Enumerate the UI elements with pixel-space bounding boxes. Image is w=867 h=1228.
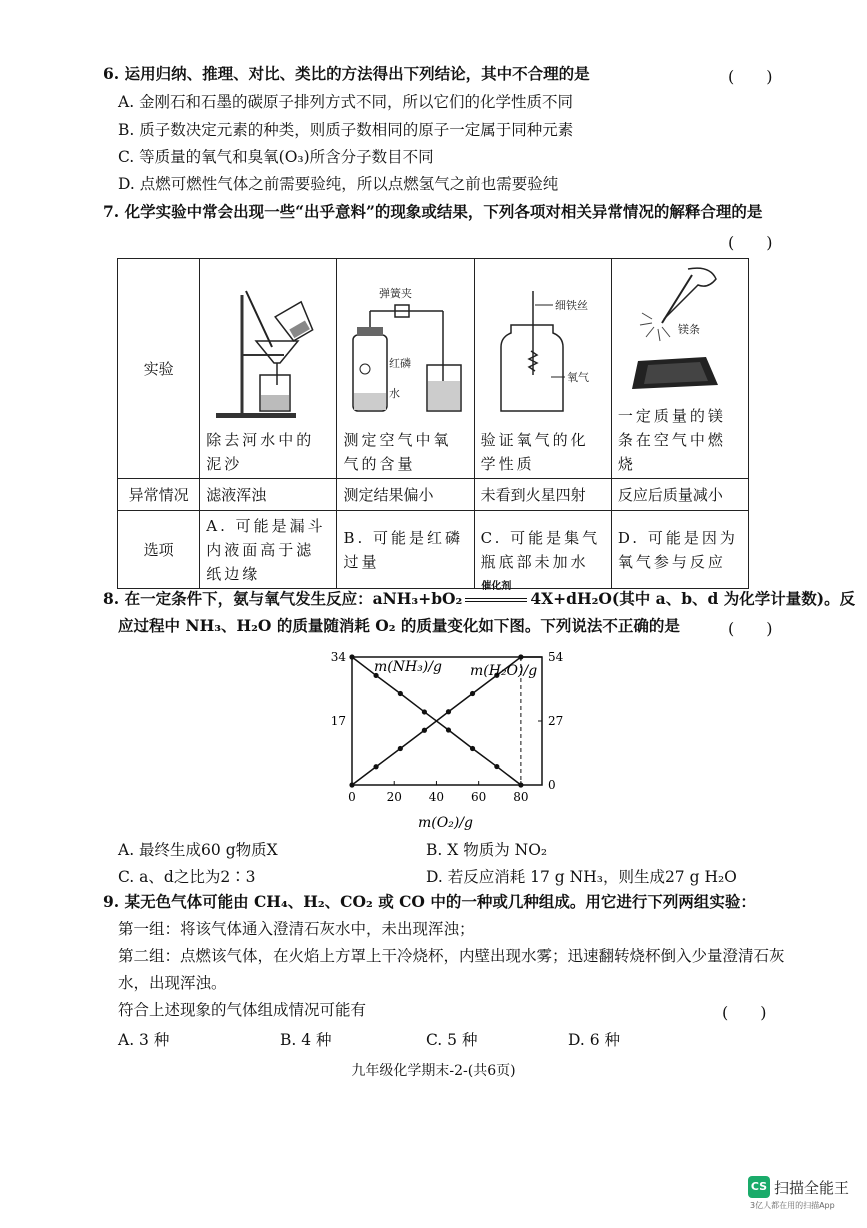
q9-option-d: D. 6 种: [568, 1031, 621, 1049]
data-point: [422, 709, 427, 714]
q8-option-c: C. a、d之比为2∶3: [118, 868, 256, 886]
q8-stem-start: 8. 在一定条件下，氨与氧气发生反应：aNH₃+bO₂: [103, 589, 463, 608]
experiment-cell-magnesium: [611, 259, 748, 479]
mg-label: 镁条: [677, 323, 700, 336]
filtration-apparatus-icon: [206, 285, 324, 421]
q9-group1: 第一组：将该气体通入澄清石灰水中，未出现浑浊；: [118, 920, 475, 938]
q8-option-a: A. 最终生成60 g物质X: [118, 841, 278, 859]
experiment-table: [117, 258, 749, 589]
anomaly-2: 测定结果偏小: [337, 479, 474, 511]
q6-option-d: D. 点燃可燃性气体之前需要验纯，所以点燃氢气之前也需要验纯: [118, 175, 559, 193]
x-tick-label: 0: [348, 790, 356, 804]
q9-group2-line1: 第二组：点燃该气体，在火焰上方罩上干冷烧杯，内壁出现水雾；迅速翻转烧杯倒入少量澄清石灰: [118, 947, 785, 965]
q9-stem: 9. 某无色气体可能由 CH₄、H₂、CO₂ 或 CO 中的一种或几种组成。用它进行下列两组实验：: [103, 892, 756, 911]
wire-label: 细铁丝: [554, 299, 588, 312]
experiment-cell-filtration: [200, 259, 337, 479]
page-footer: 九年级化学期末-2-(共6页): [351, 1063, 516, 1079]
row-label-option: 选项: [118, 511, 200, 589]
y-left-tick-label: 34: [330, 650, 346, 664]
y-left-tick-label: 17: [330, 714, 346, 728]
data-point: [470, 691, 475, 696]
x-axis-label: m(O₂)/g: [418, 815, 473, 831]
option-row: [118, 511, 749, 589]
experiment-3-text: 验证氧气的化学性质: [480, 431, 589, 473]
scanner-watermark: [748, 1176, 849, 1211]
q6-option-a: A. 金刚石和石墨的碳原子排列方式不同，所以它们的化学性质不同: [118, 93, 574, 111]
data-point: [349, 654, 354, 659]
y-right-tick-label: 0: [548, 778, 556, 792]
data-point: [422, 728, 427, 733]
scanner-logo-icon: CS: [748, 1176, 770, 1198]
anomaly-4: 反应后质量减小: [611, 479, 748, 511]
q6-option-b: B. 质子数决定元素的种类，则质子数相同的原子一定属于同种元素: [118, 121, 574, 139]
q6-answer-paren: ( ): [728, 67, 773, 86]
anomaly-3: 未看到火星四射: [474, 479, 611, 511]
scanner-tagline: 3亿人都在用的扫描App: [750, 1201, 835, 1210]
q8-answer-paren: ( ): [728, 619, 773, 638]
q9-option-b: B. 4 种: [280, 1031, 332, 1049]
q6-stem: 6. 运用归纳、推理、对比、类比的方法得出下列结论，其中不合理的是: [103, 64, 590, 83]
q8-stem-end: 4X+dH₂O(其中 a、b、d 为化学计量数)。反: [530, 589, 856, 608]
x-tick-label: 20: [386, 790, 402, 804]
anomaly-1: 滤液浑浊: [200, 479, 337, 511]
y-right-tick-label: 54: [548, 650, 564, 664]
q8-option-b: B. X 物质为 NO₂: [426, 841, 548, 859]
q8-option-d: D. 若反应消耗 17 g NH₃，则生成27 g H₂O: [426, 868, 737, 886]
data-point: [373, 764, 378, 769]
x-tick-label: 60: [471, 790, 487, 804]
experiment-cell-oxygen-content: [337, 259, 474, 479]
q9-question: 符合上述现象的气体组成情况可能有: [118, 1001, 367, 1019]
q8-stem-line2: 应过程中 NH₃、H₂O 的质量随消耗 O₂ 的质量变化如下图。下列说法不正确的是: [118, 616, 680, 635]
q7-answer-paren: ( ): [728, 233, 773, 252]
experiment-4-text: 一定质量的镁条在空气中燃烧: [617, 407, 726, 473]
x-tick-label: 40: [428, 790, 445, 804]
data-point: [349, 782, 354, 787]
y-axis-right-label: m(H₂O)/g: [470, 663, 538, 679]
oxygen-content-apparatus-icon: [343, 285, 465, 421]
data-point: [494, 764, 499, 769]
q6-option-c: C. 等质量的氧气和臭氧(O₃)所含分子数目不同: [118, 148, 434, 166]
q7-option-d: D. 可能是因为氧气参与反应: [611, 511, 748, 589]
experiment-1-text: 除去河水中的泥沙: [206, 431, 315, 473]
water-label: 水: [389, 387, 401, 400]
magnesium-burning-icon: [618, 261, 740, 397]
anomaly-row: [118, 479, 749, 511]
clamp-label: 弹簧夹: [379, 287, 413, 300]
q7-option-a: A. 可能是漏斗内液面高于滤纸边缘: [200, 511, 337, 589]
oxygen-label: 氧气: [566, 371, 589, 384]
data-point: [446, 727, 451, 732]
iron-wire-apparatus-icon: [481, 285, 603, 421]
q8-stem-line1: [103, 581, 856, 609]
y-right-tick-label: 27: [548, 714, 564, 728]
q9-answer-paren: ( ): [722, 1003, 767, 1022]
row-label-experiment: 实验: [118, 259, 200, 479]
reaction-arrow: [462, 581, 530, 609]
catalyst-label: 催化剂: [481, 581, 512, 592]
mass-change-chart: [318, 645, 578, 835]
data-point: [470, 746, 475, 751]
row-label-anomaly: 异常情况: [118, 479, 200, 511]
q9-option-c: C. 5 种: [426, 1031, 478, 1049]
q7-option-b: B. 可能是红磷过量: [337, 511, 474, 589]
q9-group2-line2: 水，出现浑浊。: [118, 974, 227, 992]
x-tick-label: 80: [513, 790, 529, 804]
q7-stem: 7. 化学实验中常会出现一些“出乎意料”的现象或结果，下列各项对相关异常情况的解释合理的是: [103, 202, 763, 221]
scanner-name: 扫描全能王: [774, 1178, 850, 1197]
experiment-2-text: 测定空气中氧气的含量: [343, 431, 452, 473]
y-axis-left-label: m(NH₃)/g: [374, 659, 442, 675]
q9-option-a: A. 3 种: [118, 1031, 170, 1049]
phosphorus-label: 红磷: [389, 357, 412, 370]
experiment-cell-iron-wire: [474, 259, 611, 479]
data-point: [398, 746, 403, 751]
experiment-row: [118, 259, 749, 479]
data-point: [446, 709, 451, 714]
q7-option-c: C. 可能是集气瓶底部未加水: [474, 511, 611, 589]
data-point: [398, 691, 403, 696]
